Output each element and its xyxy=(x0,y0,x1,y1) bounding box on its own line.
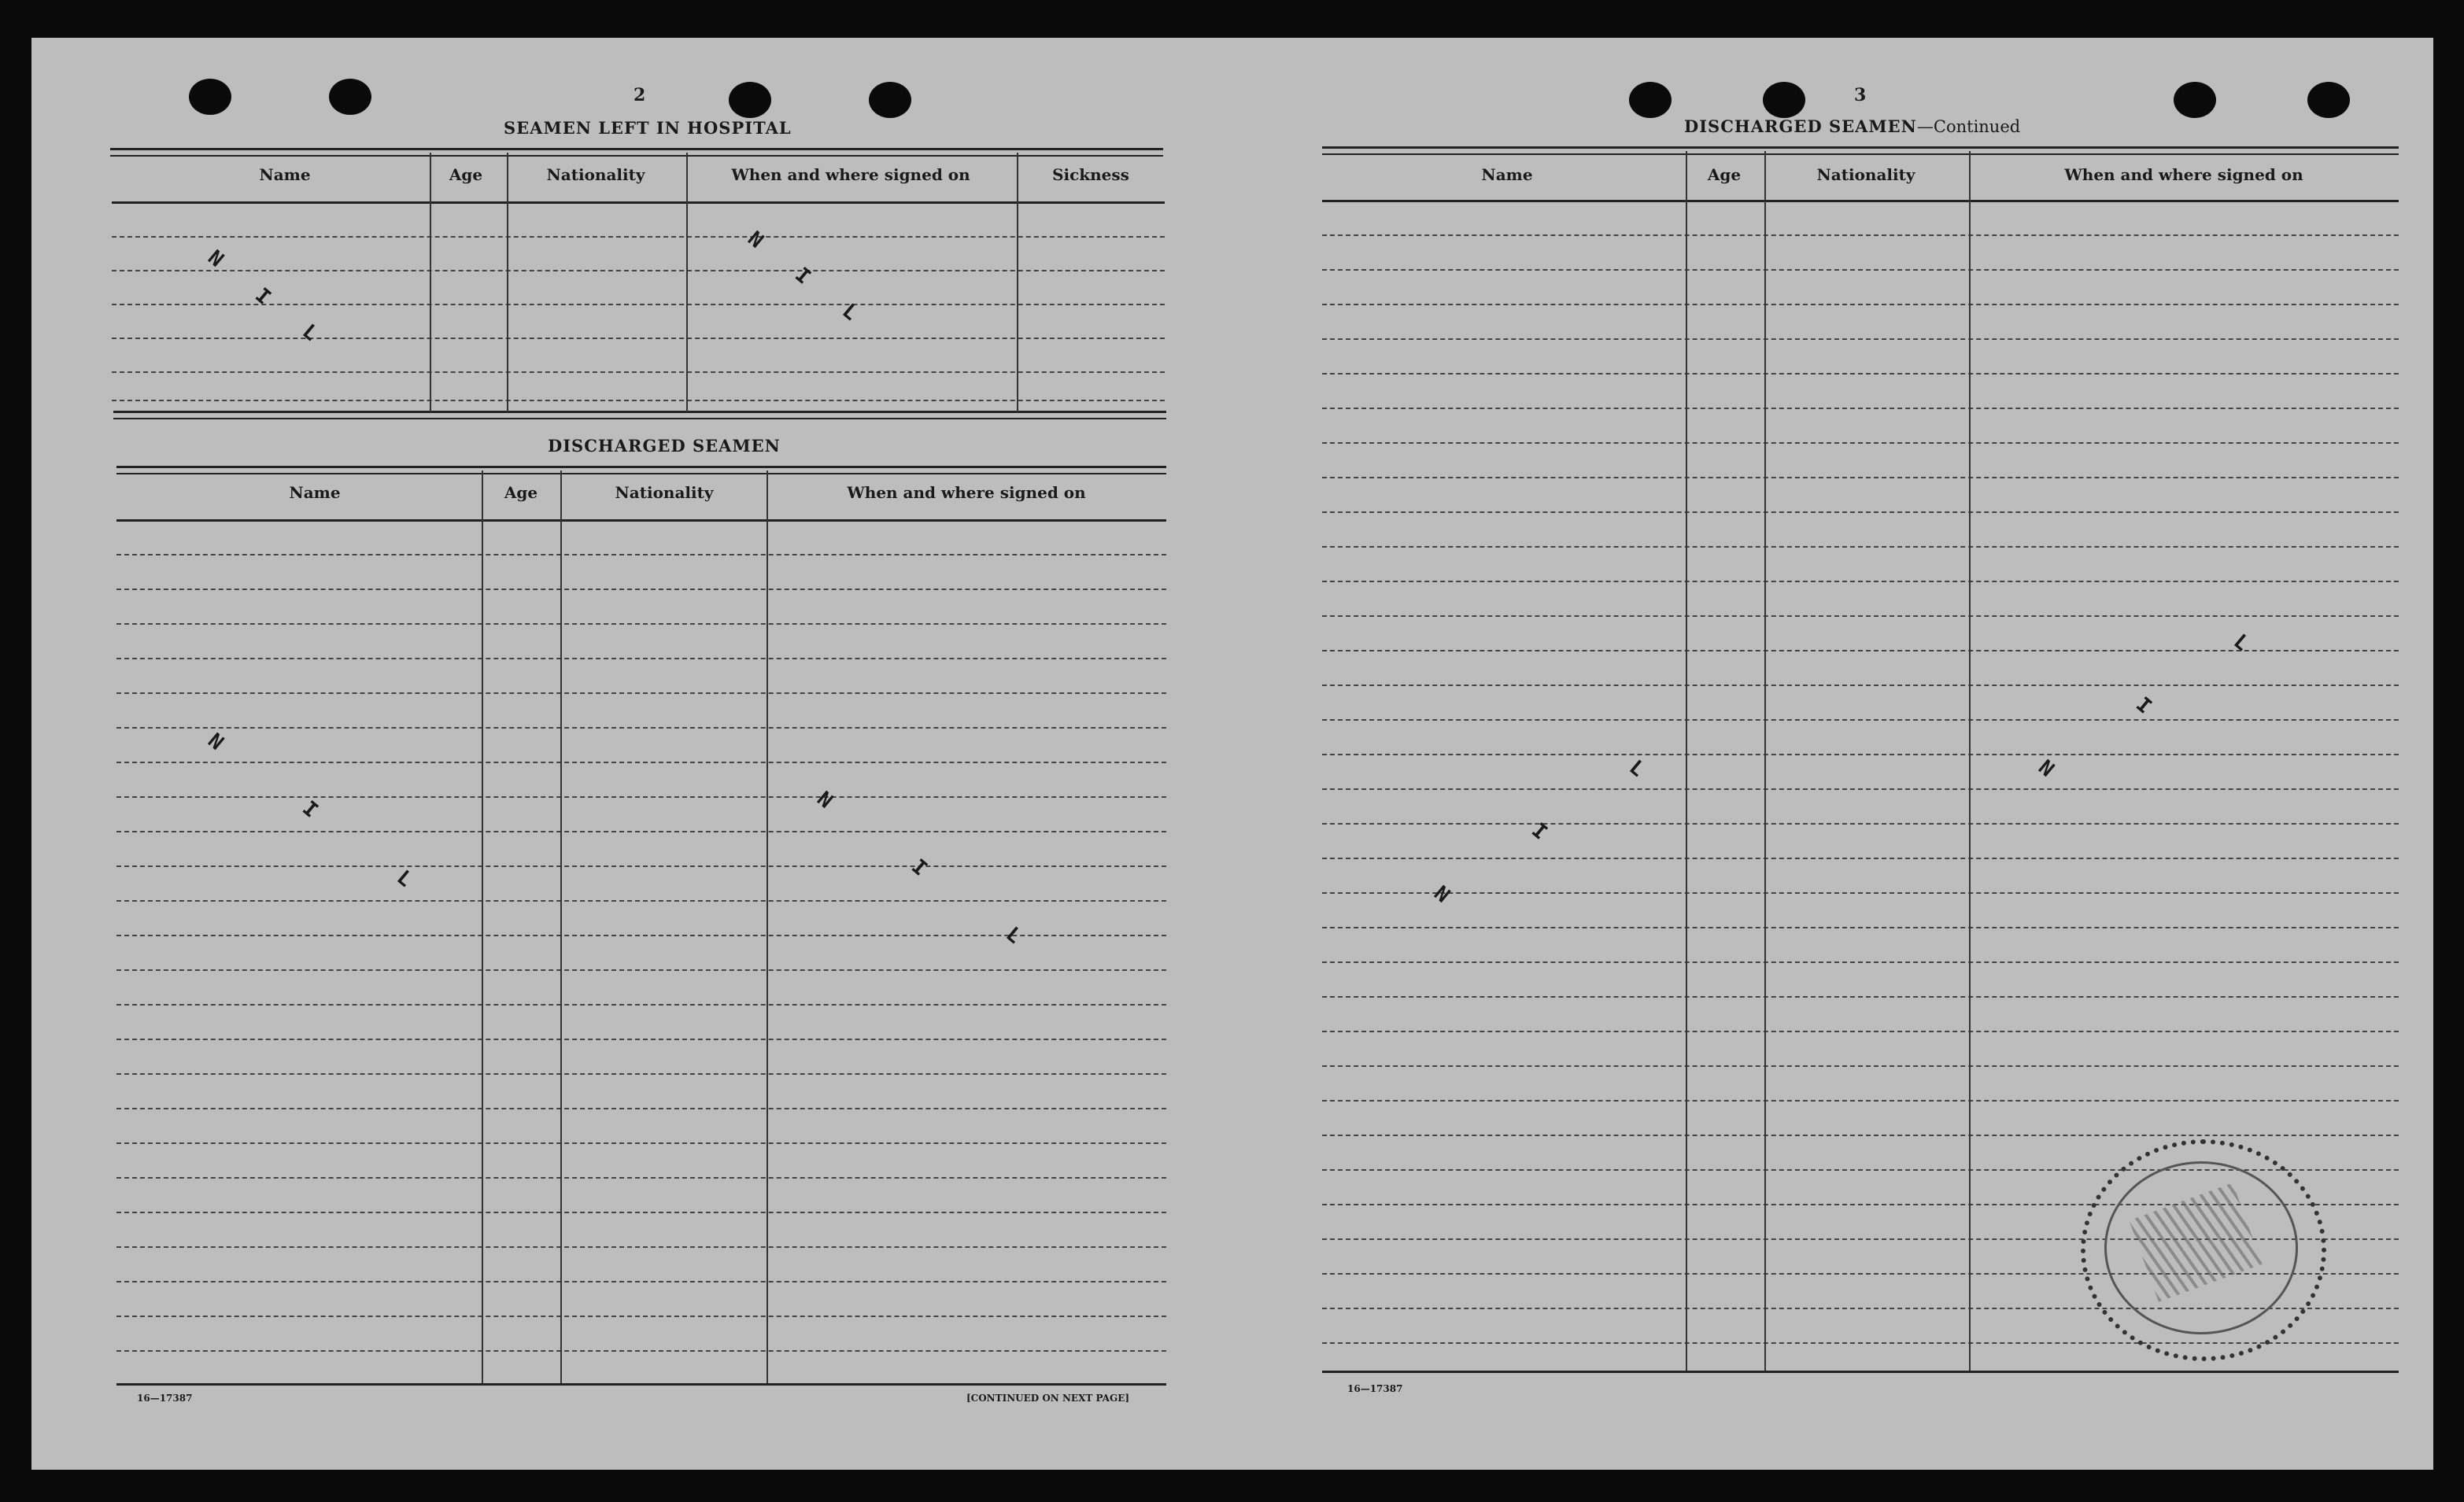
row-line xyxy=(1322,754,2399,755)
punch-hole xyxy=(2174,82,2216,118)
row-line xyxy=(1322,1100,2399,1102)
page-number: 3 xyxy=(1854,85,1867,105)
row-line xyxy=(116,1039,1166,1040)
rule xyxy=(1322,146,2399,155)
row-line xyxy=(116,727,1166,729)
discharged-continued-title xyxy=(1684,116,2020,136)
column-header-nationality: Nationality xyxy=(1816,165,1915,184)
row-line xyxy=(1322,234,2399,236)
column-header-age: Age xyxy=(504,483,538,502)
nil-mark: N xyxy=(203,729,228,755)
form-number: 16—17387 xyxy=(137,1393,193,1404)
rule xyxy=(116,466,1166,474)
row-line xyxy=(116,796,1166,798)
nil-mark: N xyxy=(812,787,837,814)
row-line xyxy=(1322,581,2399,582)
column-divider xyxy=(1764,151,1766,1371)
nil-mark: I xyxy=(297,796,323,823)
row-line xyxy=(116,1281,1166,1282)
nil-mark: I xyxy=(1527,818,1552,845)
continued-suffix: —Continued xyxy=(1916,117,2021,136)
row-line xyxy=(1322,1065,2399,1067)
punch-hole xyxy=(329,79,371,115)
nil-mark: L xyxy=(2229,629,2254,656)
column-header-nationality: Nationality xyxy=(615,483,714,502)
row-line xyxy=(116,831,1166,832)
row-line xyxy=(116,1073,1166,1075)
nil-mark: L xyxy=(297,319,323,346)
row-line xyxy=(1322,511,2399,513)
nil-mark: I xyxy=(2131,692,2156,719)
column-header-name: Name xyxy=(289,483,341,502)
header-rule xyxy=(116,519,1166,522)
column-divider xyxy=(482,471,483,1383)
row-line xyxy=(112,338,1165,339)
column-divider xyxy=(767,471,768,1383)
column-divider xyxy=(1686,151,1687,1371)
nil-mark: I xyxy=(250,283,275,310)
column-header-signed-on: When and where signed on xyxy=(731,165,970,184)
nil-mark: I xyxy=(790,263,815,290)
row-line xyxy=(112,371,1165,373)
row-line xyxy=(1322,269,2399,271)
column-header-name: Name xyxy=(259,165,311,184)
row-line xyxy=(116,900,1166,902)
punch-hole xyxy=(869,82,911,118)
punch-hole xyxy=(1763,82,1805,118)
nil-mark: N xyxy=(2034,755,2059,782)
row-line xyxy=(116,1246,1166,1248)
nil-mark: L xyxy=(1624,755,1649,782)
row-line xyxy=(116,1350,1166,1352)
nil-mark: L xyxy=(837,299,863,326)
column-header-sickness: Sickness xyxy=(1052,165,1129,184)
circular-ink-stamp xyxy=(2081,1139,2326,1361)
punch-hole xyxy=(1629,82,1672,118)
row-line xyxy=(1322,338,2399,340)
rule xyxy=(110,148,1163,157)
column-divider xyxy=(507,153,508,412)
row-line xyxy=(116,762,1166,763)
header-rule xyxy=(112,201,1165,204)
row-line xyxy=(1322,858,2399,859)
nil-mark: L xyxy=(1001,922,1026,949)
continued-note: [CONTINUED ON NEXT PAGE] xyxy=(966,1393,1130,1404)
row-line xyxy=(116,969,1166,971)
row-line xyxy=(1322,442,2399,444)
discharged-section-title: DISCHARGED SEAMEN xyxy=(548,436,781,456)
row-line xyxy=(1322,788,2399,790)
row-line xyxy=(116,554,1166,555)
column-header-nationality: Nationality xyxy=(546,165,645,184)
column-header-name: Name xyxy=(1481,165,1533,184)
row-line xyxy=(1322,477,2399,478)
punch-hole xyxy=(729,82,771,118)
column-header-signed-on: When and where signed on xyxy=(2064,165,2303,184)
nil-mark: N xyxy=(743,227,768,253)
row-line xyxy=(116,1316,1166,1317)
row-line xyxy=(1322,615,2399,617)
bottom-rule xyxy=(1322,1371,2399,1373)
rule xyxy=(113,411,1166,419)
row-line xyxy=(1322,408,2399,409)
header-rule xyxy=(1322,200,2399,202)
form-number: 16—17387 xyxy=(1347,1383,1403,1394)
punch-hole xyxy=(2307,82,2350,118)
row-line xyxy=(116,1142,1166,1144)
row-line xyxy=(116,1212,1166,1213)
row-line xyxy=(1322,373,2399,375)
row-line xyxy=(116,1004,1166,1006)
row-line xyxy=(1322,892,2399,894)
nil-mark: L xyxy=(392,865,417,892)
row-line xyxy=(1322,719,2399,721)
row-line xyxy=(112,304,1165,305)
nil-mark: N xyxy=(203,245,228,272)
row-line xyxy=(116,658,1166,659)
discharged-title: DISCHARGED SEAMEN xyxy=(1684,116,1917,136)
row-line xyxy=(1322,823,2399,825)
nil-mark: I xyxy=(907,854,932,881)
row-line xyxy=(112,400,1165,401)
row-line xyxy=(112,236,1165,238)
punch-hole xyxy=(189,79,231,115)
row-line xyxy=(116,1177,1166,1179)
row-line xyxy=(116,865,1166,867)
column-divider xyxy=(1017,153,1018,412)
column-header-age: Age xyxy=(1707,165,1742,184)
row-line xyxy=(116,589,1166,590)
row-line xyxy=(1322,996,2399,998)
row-line xyxy=(1322,927,2399,928)
row-line xyxy=(1322,961,2399,963)
row-line xyxy=(1322,1135,2399,1136)
row-line xyxy=(1322,546,2399,548)
row-line xyxy=(116,1108,1166,1109)
column-divider xyxy=(1969,151,1971,1371)
document-sheet xyxy=(31,38,2433,1470)
row-line xyxy=(112,270,1165,271)
page-number: 2 xyxy=(634,85,646,105)
column-divider xyxy=(686,153,688,412)
row-line xyxy=(116,623,1166,625)
row-line xyxy=(1322,685,2399,686)
row-line xyxy=(1322,304,2399,305)
column-divider xyxy=(560,471,562,1383)
row-line xyxy=(1322,1031,2399,1032)
bottom-rule xyxy=(116,1383,1166,1386)
hospital-section-title: SEAMEN LEFT IN HOSPITAL xyxy=(504,118,792,138)
nil-mark: N xyxy=(1429,881,1454,908)
row-line xyxy=(116,692,1166,694)
column-header-age: Age xyxy=(449,165,483,184)
column-divider xyxy=(430,153,431,412)
column-header-signed-on: When and where signed on xyxy=(847,483,1086,502)
